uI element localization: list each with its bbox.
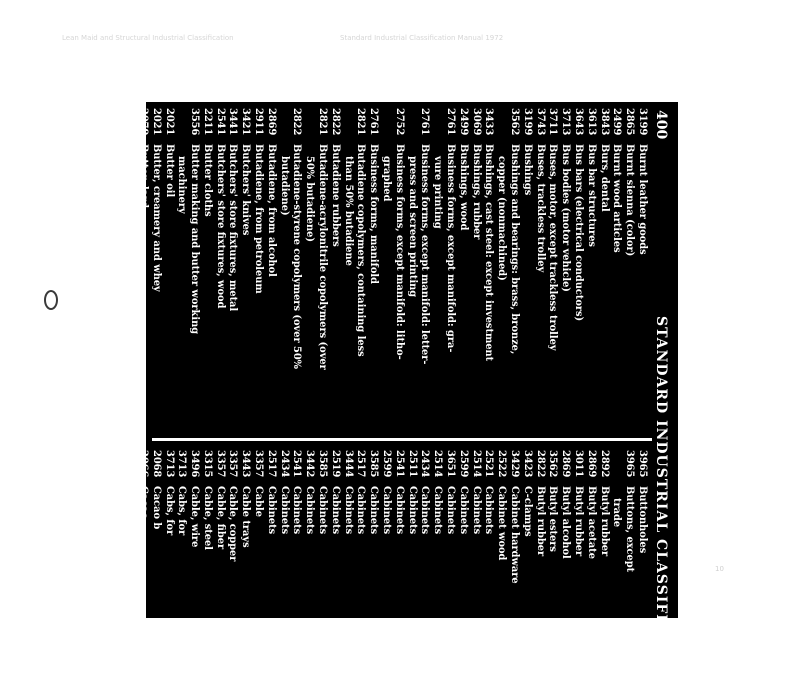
sic-code: 2021: [125, 108, 137, 136]
index-entry: [239, 108, 252, 434]
sic-code: 3315: [201, 450, 213, 478]
sic-code: 2761: [445, 108, 457, 136]
index-entry: [213, 450, 226, 640]
entry-text: Cabinets: [304, 486, 316, 535]
entry-text: butadiene): [278, 156, 290, 216]
index-entry: [546, 450, 559, 640]
index-entry: [571, 450, 584, 640]
index-entry: [277, 108, 290, 434]
sic-code: 2521: [483, 450, 495, 478]
sic-code: 2079: [137, 108, 149, 136]
index-entry: [302, 450, 315, 640]
sic-code: 3799: [125, 450, 137, 478]
index-entry: [277, 450, 290, 640]
entry-text: Cabinets: [470, 486, 482, 535]
index-entry: [405, 108, 418, 434]
sic-code: 3423: [521, 450, 533, 478]
sic-code: 2865: [624, 108, 636, 136]
sic-code: 2822: [329, 108, 341, 136]
entry-text: Buses, motor, except trackless trolley: [547, 144, 559, 351]
index-entry: [175, 450, 188, 640]
sic-code: 2869: [585, 450, 597, 478]
page-header: [650, 110, 672, 691]
sic-code: 2892: [598, 450, 610, 478]
index-entry: [379, 450, 392, 640]
entry-text: Butyl rubber: [534, 486, 546, 557]
index-entry: [571, 108, 584, 434]
entry-text: Cabinets: [368, 486, 380, 535]
sic-code: 3357: [227, 450, 239, 478]
sic-code: [302, 108, 315, 144]
sic-code: 3011: [573, 450, 585, 478]
index-entry: [418, 108, 431, 434]
entry-text: Bushings and bearings: brass, bronze,: [509, 144, 521, 355]
index-entry: [533, 450, 546, 640]
sic-code: 2048: [112, 108, 124, 136]
entry-text: Butchers' store fixtures, wood: [214, 144, 226, 309]
index-entry: [72, 108, 85, 434]
index-entry: [239, 450, 252, 640]
sic-code: 3613: [585, 108, 597, 136]
entry-text: Cabinets: [483, 486, 495, 535]
index-entry: [584, 450, 597, 640]
sic-code: [72, 108, 85, 144]
index-entry: [149, 108, 162, 434]
entry-text: Cabinets: [355, 486, 367, 535]
sic-code: 3556: [189, 108, 201, 136]
index-entry: [8, 108, 21, 434]
entry-text: Butyl alcohol: [560, 486, 572, 559]
index-entry: [597, 450, 610, 640]
index-entry: [482, 450, 495, 640]
index-entry: [85, 108, 98, 434]
index-entry: [366, 108, 379, 434]
sic-code: 2599: [457, 450, 469, 478]
index-entry: [456, 108, 469, 434]
sic-code: 2821: [317, 108, 329, 136]
index-entry: [597, 108, 610, 434]
sic-code: 3843: [598, 108, 610, 136]
sic-code: 2021: [163, 108, 175, 136]
sic-code: 3441: [227, 108, 239, 136]
entry-text: Butchers' knives: [240, 144, 252, 236]
sic-code: 2517: [355, 450, 367, 478]
sic-code: 2511: [406, 450, 418, 478]
entry-text: press and screen printing: [406, 156, 418, 298]
index-entry: [123, 450, 136, 640]
entry-text: Cabs, for: [176, 486, 188, 536]
index-entry: [520, 108, 533, 434]
index-entry: [558, 450, 571, 640]
index-entry: [251, 450, 264, 640]
sic-code: 3562: [509, 108, 521, 136]
entry-text: C-clamps: [521, 486, 533, 537]
index-entry: [47, 108, 60, 434]
sic-code: 3585: [317, 450, 329, 478]
entry-text: Bus bars (electrical conductors): [573, 144, 585, 322]
index-entry: [98, 108, 111, 434]
entry-text: Butter cloths: [201, 144, 213, 217]
entry-text: Butter, renovated and processed: [125, 144, 137, 323]
entry-text: Cabinets: [278, 486, 290, 535]
sic-code: 2514: [470, 450, 482, 478]
entry-text: Cabinets: [381, 486, 393, 535]
sic-code: 2522: [496, 450, 508, 478]
entry-text: Cacao b: [150, 486, 162, 530]
entry-text: Bushings, cast steel: except investment: [483, 144, 495, 362]
entry-text: Buttermilk, cultured: [99, 144, 111, 258]
index-entry: [430, 108, 443, 434]
entry-text: Burnt wood articles: [611, 144, 623, 253]
sic-code: 2434: [278, 450, 290, 478]
entry-text: Butters, fruit: [61, 144, 73, 217]
index-entry: [622, 450, 635, 640]
sic-code: 3965: [22, 108, 34, 136]
index-entry: [136, 450, 149, 640]
sic-code: 3965: [637, 450, 648, 478]
index-entry: [226, 450, 239, 640]
index-entry: [494, 450, 507, 640]
index-entry: [290, 450, 303, 640]
sic-code: 2541: [214, 108, 226, 136]
sic-code: 2021: [150, 108, 162, 136]
entry-text: Cabinets: [445, 486, 457, 535]
index-entry: [482, 108, 495, 434]
index-entry: [162, 450, 175, 640]
entry-text: Cable, wire: [189, 486, 201, 548]
sic-code: 3443: [240, 450, 252, 478]
sic-code: 3651: [445, 450, 457, 478]
entry-text: Business forms, except manifold: litho-: [393, 144, 405, 360]
sic-code: 2499: [611, 108, 623, 136]
index-entry: [200, 108, 213, 434]
index-entry: [162, 108, 175, 434]
index-entry: [635, 450, 648, 640]
index-entry: [456, 450, 469, 640]
entry-text: Business forms, except manifold: letter-: [419, 144, 431, 365]
entry-text: Button sewing machines: [9, 144, 21, 280]
sic-code: [494, 108, 507, 144]
sic-code: 2822: [291, 108, 303, 136]
running-title: STANDARD INDUSTRIAL CLASSIFICATION: [653, 316, 669, 691]
index-entry: [430, 450, 443, 640]
index-entry: [469, 108, 482, 434]
index-entry: [200, 450, 213, 640]
index-entry: [251, 108, 264, 434]
index-entry: [507, 108, 520, 434]
index-entry: [558, 108, 571, 434]
sic-code: 3585: [368, 450, 380, 478]
index-entry: [341, 450, 354, 640]
index-entry: [226, 108, 239, 434]
entry-text: vure printing: [432, 156, 444, 229]
index-entry: [328, 108, 341, 434]
sic-code: 3965: [48, 108, 60, 136]
sic-code: 3433: [483, 108, 495, 136]
sic-code: 3429: [509, 450, 521, 478]
sic-code: 3643: [573, 108, 585, 136]
sic-code: 3442: [304, 450, 316, 478]
entry-text: Cabinets: [457, 486, 469, 535]
sic-code: 2066: [137, 450, 149, 478]
sic-code: [430, 108, 443, 144]
sic-code: 3444: [342, 450, 354, 478]
index-entry: [21, 108, 34, 434]
entry-text: Butadiene, from petroleum: [253, 144, 265, 294]
index-entry: [136, 108, 149, 434]
entry-text: Cabinets: [393, 486, 405, 535]
entry-text: dried, evaporated, and powdered: [73, 156, 85, 337]
sic-code: 3713: [176, 450, 188, 478]
sic-code: 2023: [86, 108, 98, 136]
entry-text: Butadiene, from alcohol: [265, 144, 277, 277]
sic-code: 3069: [470, 108, 482, 136]
index-entry: [443, 450, 456, 640]
entry-text: Butadiene-styrene copolymers (over 50%: [291, 144, 303, 369]
index-entry: [34, 108, 47, 434]
entry-text: 50% butadiene): [304, 156, 316, 242]
entry-text: Cabinets: [265, 486, 277, 535]
index-entry: [341, 108, 354, 434]
sic-code: 2599: [381, 450, 393, 478]
index-entry: [187, 108, 200, 434]
entry-text: Bushings, wood: [457, 144, 469, 231]
entry-text: Buttons, except: [624, 486, 636, 573]
sic-code: 2761: [419, 108, 431, 136]
sic-code: 3713: [163, 450, 175, 478]
index-entry: [354, 450, 367, 640]
sic-code: 2211: [201, 108, 213, 136]
index-entry: [546, 108, 559, 434]
sic-code: [277, 108, 290, 144]
entry-text: than 50% butadiene: [342, 156, 354, 266]
sic-code: 3713: [560, 108, 572, 136]
index-entry: [264, 108, 277, 434]
sic-code: [175, 108, 188, 144]
index-entry: [59, 108, 72, 434]
entry-text: copper (nonmachined): [496, 156, 508, 281]
index-entry: [405, 450, 418, 640]
index-entry: [175, 108, 188, 434]
index-entry: [520, 450, 533, 640]
index-entry: [187, 450, 200, 640]
index-entry: [610, 450, 623, 640]
entry-text: Butyl esters: [547, 486, 559, 552]
entry-text: Butadiene copolymers, containing less: [355, 144, 367, 357]
entry-text: Buttermilk emulsion for animal food: [112, 144, 124, 347]
sic-code: 3965: [35, 108, 47, 136]
index-entry: [111, 108, 124, 434]
sic-code: 2517: [265, 450, 277, 478]
sic-code: 2026: [99, 108, 111, 136]
index-entry: [302, 108, 315, 434]
entry-text: Button backs and parts: [48, 144, 60, 273]
margin-note-left: Lean Maid and Structural Industrial Classification: [62, 34, 234, 42]
entry-text: Cabinet hardware: [509, 486, 521, 584]
index-entry: [213, 108, 226, 434]
sic-code: 2541: [393, 450, 405, 478]
entry-text: Cable trays: [240, 486, 252, 548]
entry-text: Burnt sienna (color): [624, 144, 636, 257]
scanned-page: [9, 102, 678, 691]
index-entry: [392, 108, 405, 434]
entry-text: Butyl rubber: [573, 486, 585, 557]
index-entry: [379, 108, 392, 434]
entry-text: Cabinet wood: [496, 486, 508, 561]
entry-text: graphed: [381, 156, 393, 202]
entry-text: Cabinets: [329, 486, 341, 535]
entry-text: Buttermilk, concentrated, condensed,: [86, 144, 98, 353]
sic-code: 3199: [521, 108, 533, 136]
sic-code: 3357: [214, 450, 226, 478]
index-entry: [290, 108, 303, 434]
entry-text: trade: [611, 498, 623, 528]
entry-text: Cabinets: [419, 486, 431, 535]
sic-code: 3743: [534, 108, 546, 136]
entry-text: Buttonholes: [637, 486, 648, 554]
entry-text: Cabinets: [317, 486, 329, 535]
index-entry: [123, 108, 136, 434]
entry-text: Button blanks and molds: [35, 144, 47, 282]
sic-code: 2761: [368, 108, 380, 136]
sic-code: 3199: [637, 108, 648, 136]
sic-code: 2514: [432, 450, 444, 478]
entry-text: Cabinets: [342, 486, 354, 535]
sic-code: [379, 108, 392, 144]
entry-text: Burs, dental: [598, 144, 610, 212]
sic-code: [405, 108, 418, 144]
entry-text: Bus bar structures: [585, 144, 597, 247]
index-entry: [328, 450, 341, 640]
sic-code: 2033: [61, 108, 73, 136]
entry-text: Bushings: [521, 144, 533, 196]
margin-note-right: Standard Industrial Classification Manual 1972: [340, 34, 504, 42]
entry-text: Button coloring for the trade: [22, 144, 34, 305]
column-divider: [152, 438, 652, 441]
rotated-page-content: [9, 102, 678, 691]
entry-text: Cable, fiber: [214, 486, 226, 550]
entry-text: Butter making and butter working: [189, 144, 201, 335]
sic-code: 3711: [547, 108, 559, 136]
sic-code: 3357: [253, 450, 265, 478]
sic-code: 2822: [534, 450, 546, 478]
entry-text: Bus bodies (motor vehicle): [560, 144, 572, 292]
index-entry: [315, 108, 328, 434]
entry-text: machinery: [176, 156, 188, 214]
sic-code: 2434: [419, 450, 431, 478]
sic-code: 2752: [393, 108, 405, 136]
sic-code: 3562: [547, 450, 559, 478]
index-entry: [610, 108, 623, 434]
index-entry: [494, 108, 507, 434]
entry-text: Butyl rubber: [598, 486, 610, 557]
index-entry: [418, 450, 431, 640]
sic-code: 2869: [560, 450, 572, 478]
index-entry: [584, 108, 597, 434]
index-entry: [354, 108, 367, 434]
entry-text: Butchers' store fixtures, metal: [227, 144, 239, 312]
index-entry: [264, 450, 277, 640]
sic-code: 2519: [329, 450, 341, 478]
entry-text: Butadiene rubbers: [329, 144, 341, 247]
entry-text: Butyl acetate: [585, 486, 597, 559]
sic-code: [610, 450, 623, 486]
entry-text: Cabinets: [291, 486, 303, 535]
entry-text: Burnt leather goods: [637, 144, 648, 255]
entry-text: Cacao: [137, 486, 149, 519]
index-entry: [149, 450, 162, 640]
entry-text: Cabs, for: [163, 486, 175, 536]
index-entry: [507, 450, 520, 640]
sic-code: 2068: [150, 450, 162, 478]
sic-code: 2541: [291, 450, 303, 478]
sic-code: [341, 108, 354, 144]
entry-text: Cabinets: [432, 486, 444, 535]
entry-text: Bushings, rubber: [470, 144, 482, 240]
left-column: [8, 108, 648, 434]
entry-text: Business forms, except manifold: gra-: [445, 144, 457, 353]
index-entry: [443, 108, 456, 434]
index-entry: [469, 450, 482, 640]
entry-text: Business forms, manifold: [368, 144, 380, 284]
sic-code: 2821: [355, 108, 367, 136]
index-entry: [392, 450, 405, 640]
page-number: 400: [653, 110, 669, 140]
index-entry: [635, 108, 648, 434]
sic-code: 2869: [265, 108, 277, 136]
entry-text: Buses, trackless trolley: [534, 144, 546, 273]
sic-code: 2911: [253, 108, 265, 136]
sic-code: 2499: [457, 108, 469, 136]
entry-text: Butter, lard: [137, 144, 149, 209]
entry-text: Butter oil: [163, 144, 175, 198]
entry-text: Butter, creamery and whey: [150, 144, 162, 292]
sic-code: 3496: [189, 450, 201, 478]
index-entry: [622, 108, 635, 434]
index-entry: [315, 450, 328, 640]
sic-code: 3421: [240, 108, 252, 136]
entry-text: Cabinets: [406, 486, 418, 535]
entry-text: Cable: [253, 486, 265, 517]
margin-side-mark: 10: [715, 565, 724, 573]
entry-text: Caddy: [125, 486, 137, 520]
sic-code: 3965: [624, 450, 636, 478]
index-entry: [533, 108, 546, 434]
entry-text: Butadiene-acrylonitrile copolymers (over: [317, 144, 329, 370]
right-column: [123, 450, 648, 640]
entry-text: Cable, copper: [227, 486, 239, 562]
entry-text: Cable, steel: [201, 486, 213, 551]
sic-code: 3636: [9, 108, 21, 136]
index-entry: [366, 450, 379, 640]
